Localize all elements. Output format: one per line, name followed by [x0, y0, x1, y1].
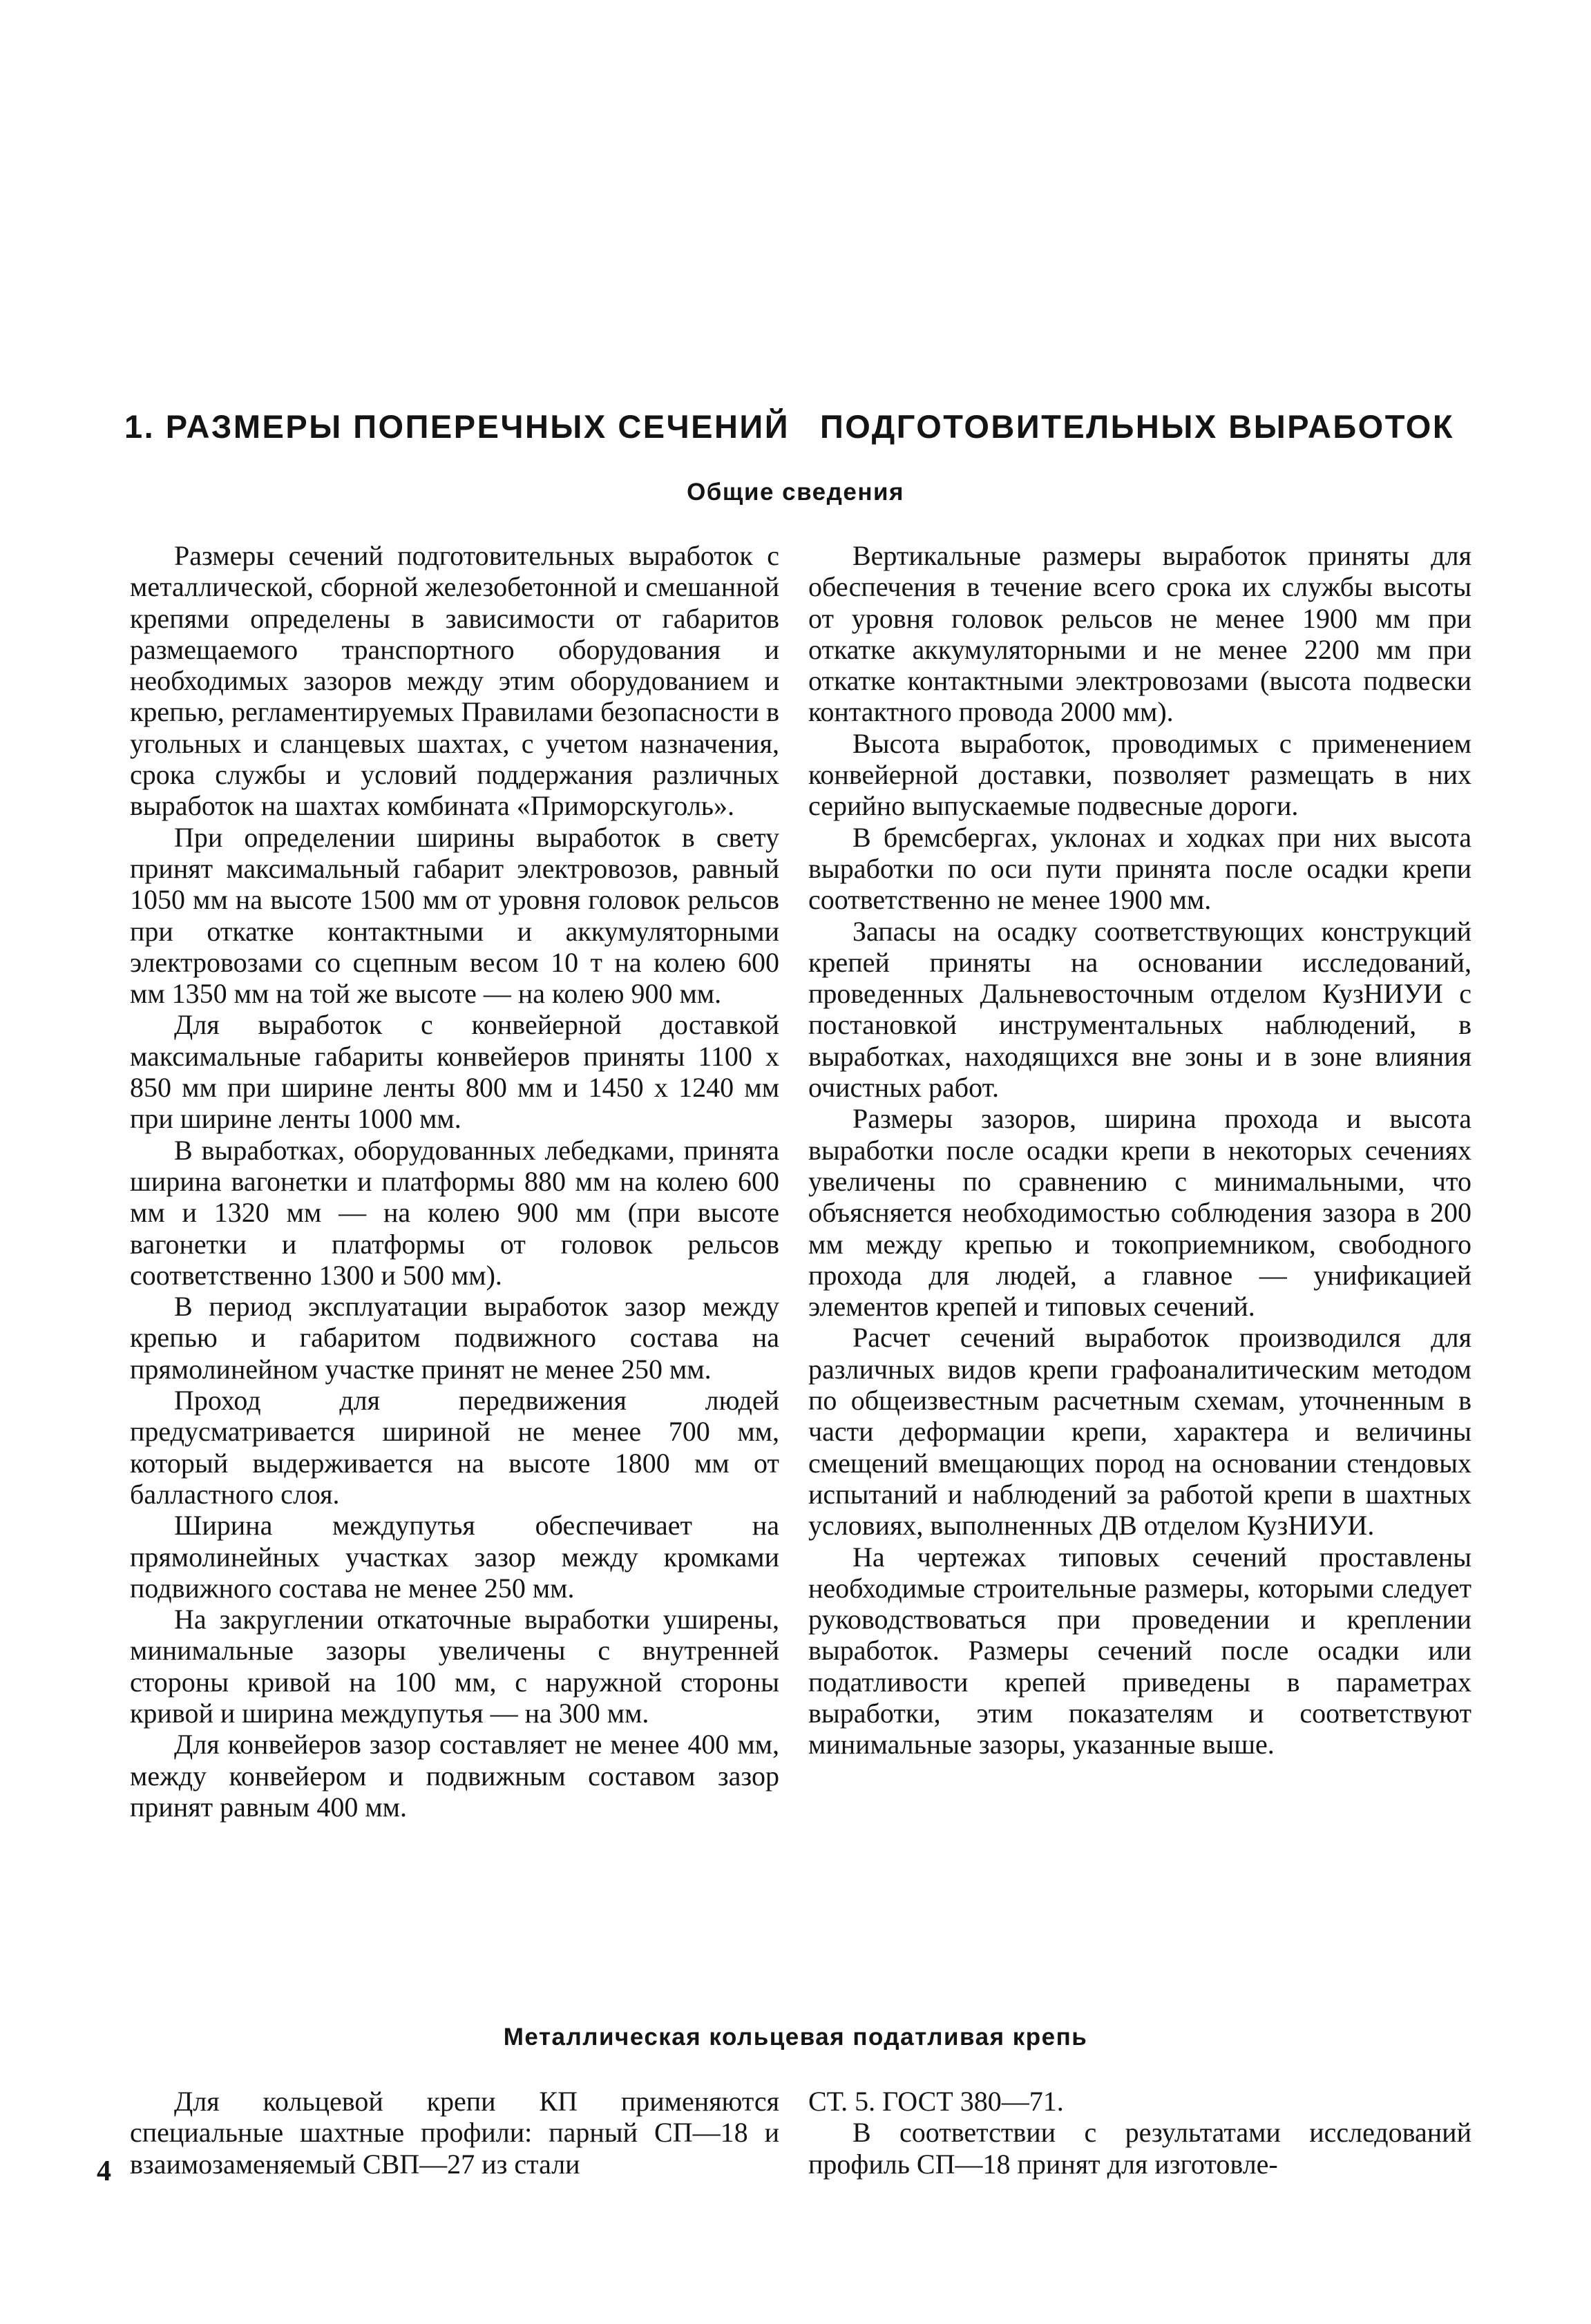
- chapter-title: [124, 407, 1455, 445]
- paragraph: Высота выработок, проводимых с применением конвейерной доставки, позволяет размещать в них серийно выпускаемые подвесные дороги.: [808, 727, 1471, 822]
- paragraph: Запасы на осадку соответствующих конструкций крепей приняты на основании исследований, проведенных Дальневосточным отделом КузНИУИ с постановкой инструментальных наблюдений, в выработках, находящихся вне зоны и в зоне влияния очистных работ.: [808, 915, 1471, 1104]
- page-number: 4: [97, 2155, 111, 2187]
- paragraph: Расчет сечений выработок производился для различных видов крепи графоаналитическим методом по общеизвестным расчетным схемам, уточненным в части деформации крепи, характера и величины смещений вмещающих пород на основании стендовых испытаний и наблюдений за работой крепи в шахтных условиях, выполненных ДВ отделом КузНИУИ.: [808, 1322, 1471, 1542]
- chapter-title-part1: 1. РАЗМЕРЫ ПОПЕРЕЧНЫХ СЕЧЕНИЙ: [124, 408, 790, 445]
- paragraph: СТ. 5. ГОСТ 380—71.: [808, 2086, 1064, 2117]
- paragraph: При определении ширины выработок в свету принят максимальный габарит электровозов, равный 1050 мм на высоте 1500 мм от уровня головок рельсов при откатке контактными и аккумуляторными электровозами со сцепным весом 10 т на колею 600 мм 1350 мм на той же высоте — на колею 900 мм.: [130, 821, 779, 1010]
- paragraph: На закруглении откаточные выработки уширены, минимальные зазоры увеличены с внутренней стороны кривой на 100 мм, с наружной стороны кривой и ширина междупутья — на 300 мм.: [130, 1604, 779, 1729]
- paragraph: В выработках, оборудованных лебедками, принята ширина вагонетки и платформы 880 мм на колею 600 мм и 1320 мм — на колею 900 мм (при высоте вагонетки и платформы от головок рельсов соответственно 1300 и 500 мм).: [130, 1134, 779, 1291]
- paragraph: Для выработок с конвейерной доставкой максимальные габариты конвейеров приняты 1100 х 850 мм при ширине ленты 800 мм и 1450 х 1240 мм при ширине ленты 1000 мм.: [130, 1009, 779, 1135]
- paragraph: Размеры сечений подготовительных выработок с металлической, сборной железобетонной и смешанной крепями определены в зависимости от габаритов размещаемого транспортного оборудования и необходимых зазоров между этим оборудованием и крепью, регламентируемых Правилами безопасности в угольных и сланцевых шахтах, с учетом назначения, срока службы и условий поддержания различных выработок на шахтах комбината «Приморскуголь».: [130, 540, 779, 822]
- section2-right-column: [808, 2086, 1471, 2180]
- paragraph: В соответствии с результатами исследований профиль СП—18 принят для изготовле-: [808, 2117, 1471, 2180]
- paragraph: Вертикальные размеры выработок приняты для обеспечения в течение всего срока их службы высоты от уровня головок рельсов не менее 1900 мм при откатке аккумуляторными и не менее 2200 мм при откатке контактными электровозами (высота подвески контактного провода 2000 мм).: [808, 540, 1471, 728]
- paragraph: На чертежах типовых сечений проставлены необходимые строительные размеры, которыми следует руководствоваться при проведении и креплении выработок. Размеры сечений после осадки или податливости крепей приведены в параметрах выработки, этим показателям и соответствуют минимальные зазоры, указанные выше.: [808, 1541, 1471, 1760]
- section-heading-ring-support: Металлическая кольцевая податливая крепь: [503, 2024, 1088, 2051]
- paragraph: Размеры зазоров, ширина прохода и высота выработки после осадки крепи в некоторых сечениях увеличены по сравнению с минимальными, что объясняется необходимостью соблюдения зазора в 200 мм между крепью и токоприемником, свободного прохода для людей, а главное — унификацией элементов крепей и типовых сечений.: [808, 1103, 1471, 1323]
- section2-left-column: [130, 2086, 779, 2180]
- paragraph: Для конвейеров зазор составляет не менее 400 мм, между конвейером и подвижным составом зазор принят равным 400 мм.: [130, 1729, 779, 1823]
- section1-left-column: [130, 540, 779, 1823]
- section1-right-column: [808, 540, 1471, 1760]
- paragraph: В бремсбергах, уклонах и ходках при них высота выработки по оси пути принята после осадки крепи соответственно не менее 1900 мм.: [808, 821, 1471, 916]
- paragraph: Для кольцевой крепи КП применяются специальные шахтные профили: парный СП—18 и взаимозаменяемый СВП—27 из стали: [130, 2086, 779, 2180]
- section-heading-general: Общие сведения: [687, 479, 904, 506]
- chapter-title-part2: ПОДГОТОВИТЕЛЬНЫХ ВЫРАБОТОК: [820, 408, 1455, 445]
- paragraph: Проход для передвижения людей предусматривается шириной не менее 700 мм, который выдерживается на высоте 1800 мм от балластного слоя.: [130, 1385, 779, 1510]
- paragraph: В период эксплуатации выработок зазор между крепью и габаритом подвижного состава на прямолинейном участке принят не менее 250 мм.: [130, 1291, 779, 1385]
- paragraph: Ширина междупутья обеспечивает на прямолинейных участках зазор между кромками подвижного состава не менее 250 мм.: [130, 1510, 779, 1604]
